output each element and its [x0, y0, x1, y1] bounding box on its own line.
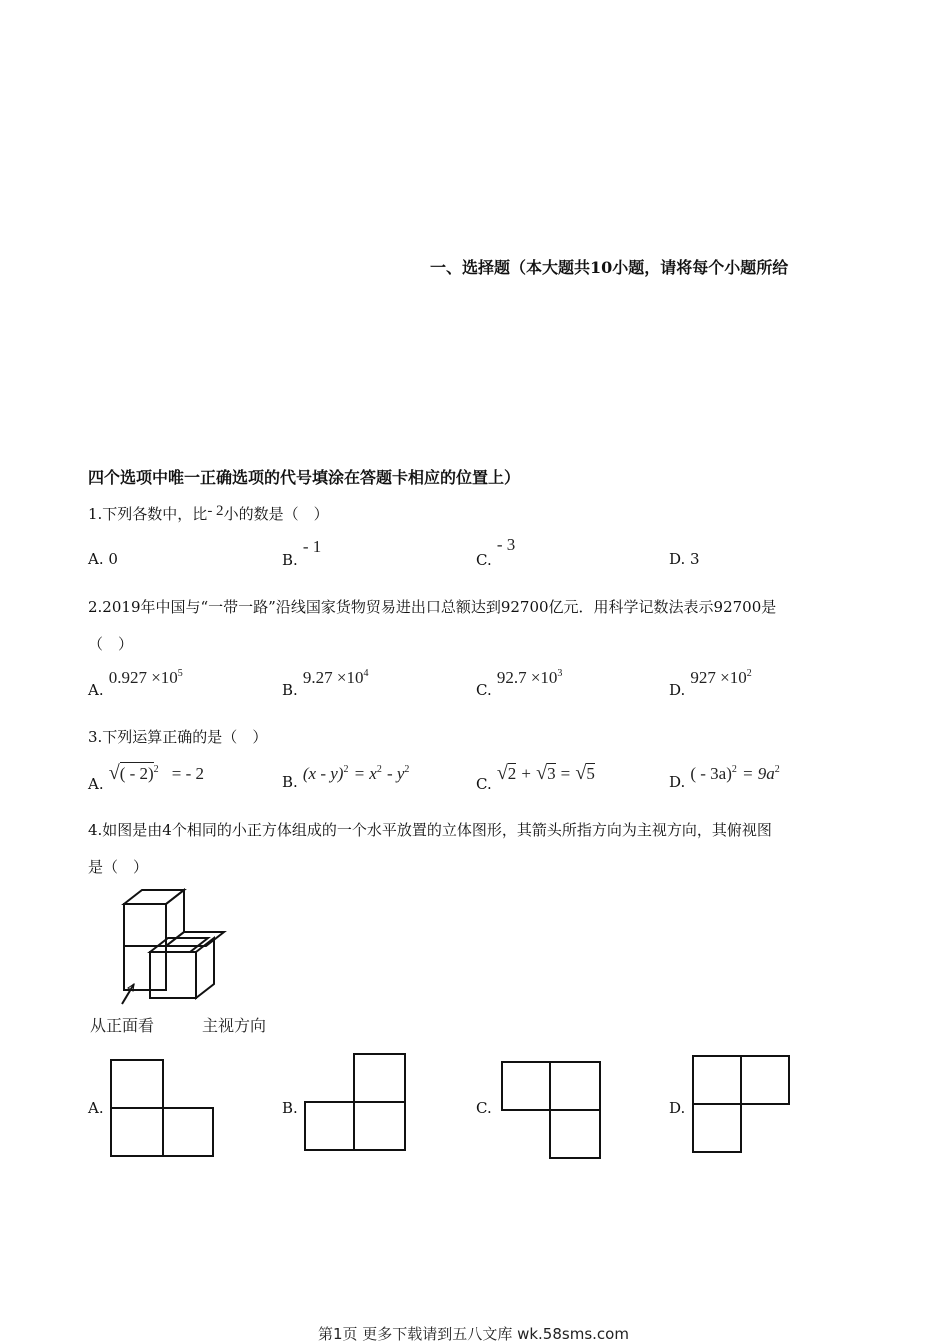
cube-view-label: 主视方向 — [202, 1016, 267, 1035]
q2-option-a: A. $0.927 \times 10^5$ — [88, 668, 183, 699]
q3-option-b: B. $(x - y)^2 = x^2 - y^2$ — [282, 764, 410, 791]
q1-stem-before: 1.下列各数中，比 — [88, 505, 208, 523]
q2-option-d: D. $927 \times 10^2$ — [669, 668, 752, 699]
q4-option-c-figure — [500, 1060, 604, 1162]
q1-option-b-math: - 1 — [302, 537, 322, 556]
q1-option-a: A. 0 — [88, 550, 118, 568]
q4-stem-line2: 是（ ） — [88, 858, 149, 876]
q3-option-d: D. ( - $3a)^2 = 9a^2$ — [669, 764, 780, 791]
q4-option-a-label: A. — [88, 1099, 104, 1117]
q3-stem: 3.下列运算正确的是（ ） — [88, 728, 268, 746]
q4-option-a-figure — [108, 1058, 216, 1160]
q1-stem-math: - 2 — [207, 503, 224, 519]
q4-option-b-label: B. — [282, 1099, 298, 1117]
q4-option-b-figure — [302, 1052, 408, 1152]
q1-stem-after: 小的数是（ ） — [223, 505, 329, 523]
q3-option-a: A. √( - 2)$^2$ = - 2 — [88, 762, 205, 793]
page-footer: 第1页 更多下载请到五八文库 wk.58sms.com — [318, 1325, 629, 1343]
section-heading-line1: 一、选择题（本大题共10小题，请将每个小题所给 — [430, 258, 789, 277]
q4-option-d-label: D. — [669, 1099, 686, 1117]
q4-stem-line1: 4.如图是由4个相同的小正方体组成的一个水平放置的立体图形，其箭头所指方向为主视方向，其俯视图 — [88, 821, 772, 839]
q1-option-c: C. - 3 — [476, 535, 516, 569]
q4-option-d-figure — [691, 1054, 793, 1156]
q4-option-c-label: C. — [476, 1099, 492, 1117]
q2-stem-line2: （ ） — [88, 635, 134, 653]
q1-option-d: D. 3 — [669, 550, 700, 568]
q1-stem — [88, 503, 329, 524]
q1-option-b: B. - 1 — [282, 537, 322, 569]
q2-option-c: C. $92.7 \times 10^3$ — [476, 668, 563, 699]
q2-stem-line1: 2.2019年中国与“一带一路”沿线国家货物贸易进出口总额达到92700亿元．用科学记数法表示92700是 — [88, 598, 777, 616]
q1-option-c-math: - 3 — [496, 535, 516, 554]
q3-option-c: C. √2 + √3 = √5 — [476, 762, 595, 793]
section-heading-line2: 四个选项中唯一正确选项的代号填涂在答题卡相应的位置上） — [88, 468, 521, 487]
cube-front-label: 从正面看 — [90, 1016, 155, 1035]
q2-option-b: B. $9.27 \times 10^4$ — [282, 668, 369, 699]
